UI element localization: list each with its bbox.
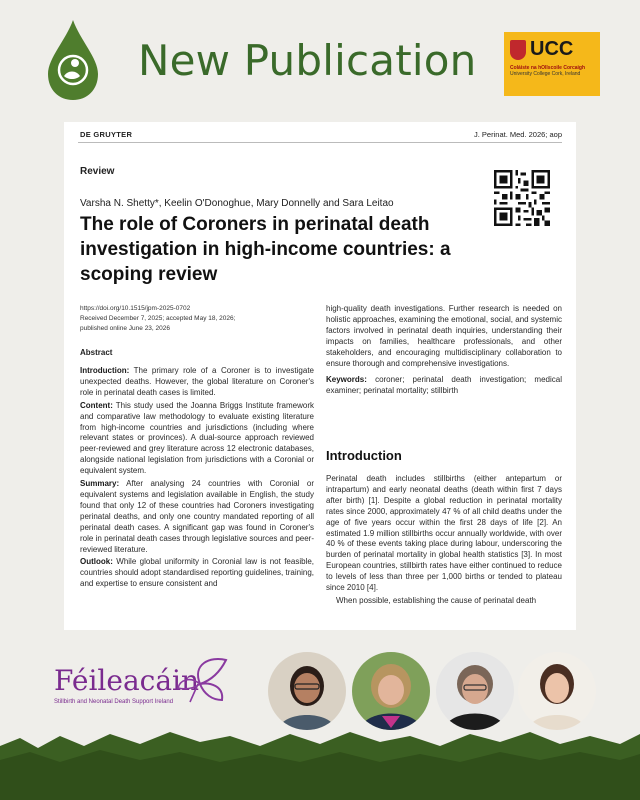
headline: New Publication — [138, 36, 477, 85]
intro-paragraph-1: Perinatal death includes stillbirths (either antepartum or intrapartum) and early neonatal deaths (death within first 7 days after birth) [1]. Despite a global reduction in perinatal mortality rates since 2000, approximately 47 % of all child deaths under the age of five years occur within the first 28 days of life [2]. An estimated 1.9 million stillbirths occur annually worldwide, with over 40 % of these events taking place during labour, underscoring the burden of perinatal mortality in global health statistics [3]. In most European countries, stillbirth rates have either continued to reduce to levels of less than three per 1,000 births or tended to plateau since 2010 [4]. — [326, 474, 562, 593]
abstract-outlook-text: While global uniformity in Coronial law is not feasible, countries should adopt standardised reporting guidelines, training, and expertise to ensure consistent and — [80, 557, 314, 589]
butterfly-icon — [170, 654, 234, 708]
authors: Varsha N. Shetty*, Keelin O'Donoghue, Mary Donnelly and Sara Leitao — [80, 198, 394, 209]
abstract-column-right — [326, 304, 562, 399]
keywords-label: Keywords: — [326, 375, 367, 385]
qr-code-icon — [494, 170, 550, 226]
introduction-heading: Introduction — [326, 448, 402, 463]
crest-icon — [510, 40, 526, 60]
doi-link[interactable]: https://doi.org/10.1515/jpm-2025-0702 — [80, 305, 191, 312]
journal-ref: J. Perinat. Med. 2026; aop — [474, 130, 562, 139]
author-portrait-1 — [268, 652, 346, 730]
author-portrait-4 — [518, 652, 596, 730]
abstract-content-label: Content: — [80, 400, 113, 410]
abstract-outlook-label: Outlook: — [80, 557, 113, 567]
abstract-introduction — [80, 366, 314, 399]
abstract-summary-label: Summary: — [80, 479, 120, 489]
feileacain-wordmark: Féileacáin — [54, 664, 200, 697]
abstract-column-left — [80, 366, 314, 592]
publisher: DE GRUYTER — [80, 130, 133, 139]
paper-excerpt — [64, 122, 576, 630]
grass-footer-band — [0, 726, 640, 800]
paper-title: The role of Coroners in perinatal death investigation in high-income countries: a scoping review — [80, 214, 451, 285]
abstract-summary — [80, 479, 314, 555]
introduction-body — [326, 474, 562, 609]
abstract-outlook — [80, 557, 314, 590]
ucc-sub-irish: Coláiste na hOllscoile Corcaigh — [510, 65, 586, 71]
author-portrait-2 — [352, 652, 430, 730]
ucc-logo — [504, 32, 600, 96]
published-date: published online June 23, 2026 — [80, 325, 170, 332]
abstract-intro-text: The primary role of a Coroner is to investigate unexpected deaths. However, the global literature on Coroner's role in perinatal death cases is limited. — [80, 366, 315, 397]
ucc-name: UCC — [530, 38, 574, 60]
abstract-outlook-continued: high-quality death investigations. Further research is needed on holistic approaches, examining the emotional, social, and systemic factors involved in perinatal death inquiries, understanding their impacts on families, healthcare professionals, and other stakeholders, and encouraging multidisciplinary collaboration to ensure thorough and comprehensive investigations. — [326, 304, 562, 368]
header-rule — [78, 142, 562, 143]
keywords — [326, 375, 562, 397]
abstract-summary-text: After analysing 24 countries with Coronial or equivalent systems and legislation available in English, the study found that only 12 of these countries had Coroners investigating perinatal deaths, and only one country mandated reporting of all perinatal death cases. A significant gap was found in Coroner's role in perinatal death cases through legislative sources and peer-reviewed literature. — [80, 479, 315, 554]
feileacain-tagline: Stillbirth and Neonatal Death Support Ireland — [54, 699, 174, 705]
drop-logo-icon — [44, 18, 102, 102]
author-portrait-3 — [436, 652, 514, 730]
received-dates: Received December 7, 2025; accepted May 18, 2026; — [80, 315, 236, 322]
abstract-heading: Abstract — [80, 348, 113, 357]
abstract-content-text: This study used the Joanna Briggs Institute framework and comparative law methodology to evaluate existing literature from high-income countries and jurisdictions (including where relevant states or provinces). A dual-source approach reviewed peer-reviewed and grey literature across 12 electronic databases, alongside national legislation from jurisdictions with a Coronial or equivalent system. — [80, 400, 314, 476]
intro-paragraph-2: When possible, establishing the cause of perinatal death — [336, 595, 537, 605]
abstract-content — [80, 401, 314, 477]
section-label: Review — [80, 166, 115, 177]
paper-meta — [80, 304, 310, 334]
ucc-sub-english: University College Cork, Ireland — [510, 71, 581, 77]
keywords-text: coroner; perinatal death investigation; medical examiner; perinatal mortality; stillbirth — [326, 375, 562, 396]
abstract-intro-label: Introduction: — [80, 366, 130, 375]
